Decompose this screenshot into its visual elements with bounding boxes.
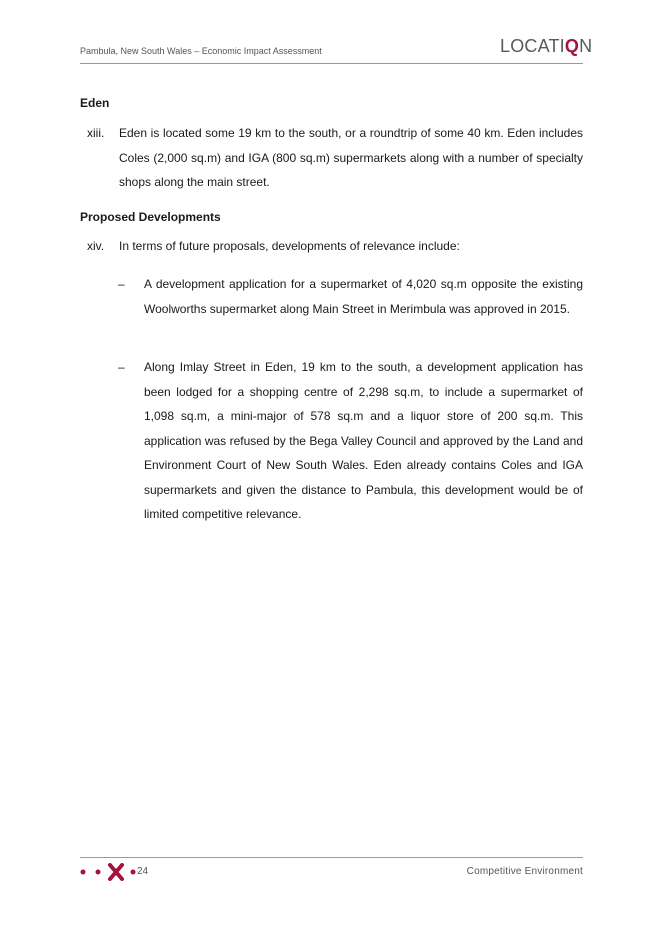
bullet-item xyxy=(118,355,583,527)
footer-section-name: Competitive Environment xyxy=(466,866,583,877)
bullet-text: A development application for a supermarket of 4,020 sq.m opposite the existing Woolworths supermarket along Main Street in Merimbula was approved in 2015. xyxy=(144,277,583,316)
logo-text-accent: Q xyxy=(564,36,580,56)
paragraph-number: xiii. xyxy=(87,126,105,140)
section-heading-eden: Eden xyxy=(80,96,110,110)
bullet-marker: – xyxy=(118,277,125,291)
paragraph-text: In terms of future proposals, developments of relevance include: xyxy=(119,239,460,253)
section-heading-proposed-developments: Proposed Developments xyxy=(80,210,221,224)
company-logo xyxy=(500,36,592,57)
bullet-text: Along Imlay Street in Eden, 19 km to the south, a development application has been lodged for a shopping centre of 2,298 sq.m, to include a supermarket of 1,098 sq.m, a mini-major of 578 sq.m and a liquor store of 200 sq.m. This application was refused by the Bega Valley Council and approved by the Land and Environment Court of New South Wales. Eden already contains Coles and IGA supermarkets and given the distance to Pambula, this development would be of limited competitive relevance. xyxy=(144,360,583,521)
numbered-paragraph xyxy=(80,121,583,195)
bullet-item xyxy=(118,272,583,321)
paragraph-number: xiv. xyxy=(87,239,105,253)
bullet-marker: – xyxy=(118,360,125,374)
numbered-paragraph xyxy=(80,234,583,259)
footer-divider xyxy=(80,857,583,858)
logo-text-main: LOCATI xyxy=(500,36,565,56)
page-number: 24 xyxy=(137,866,149,877)
running-header: Pambula, New South Wales – Economic Impact Assessment xyxy=(80,46,322,56)
logo-text-tail: N xyxy=(579,36,593,56)
header-divider xyxy=(80,63,583,64)
paragraph-text: Eden is located some 19 km to the south, or a roundtrip of some 40 km. Eden includes Coles (2,000 sq.m) and IGA (800 sq.m) supermarkets along with a number of specialty shops along the main street. xyxy=(119,126,583,189)
